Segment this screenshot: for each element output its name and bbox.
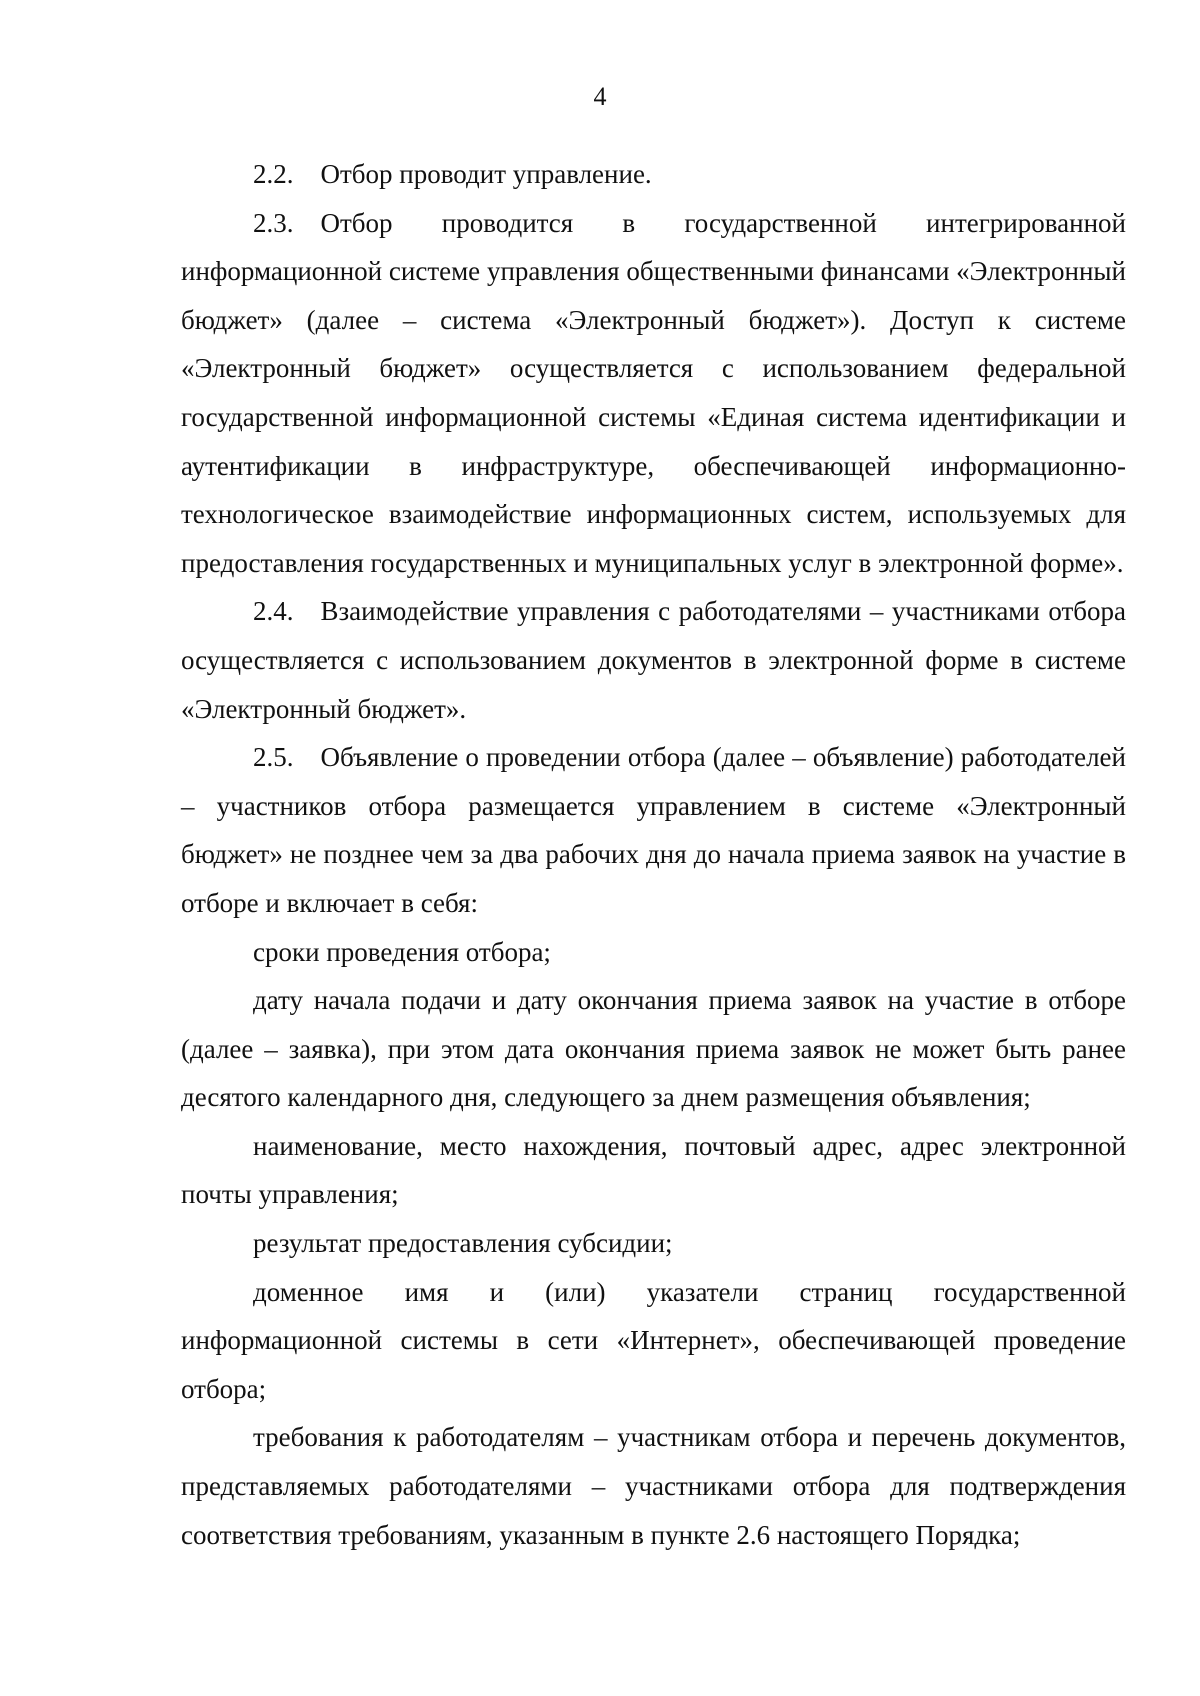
list-item-department-contacts: наименование, место нахождения, почтовый адрес, адрес электронной почты управления;	[181, 1130, 1126, 1210]
list-item-employer-requirements: требования к работодателям – участникам отбора и перечень документов, представляемых работодателями – участниками отбора для подтверждения соответствия требованиям, указанным в пункте 2.6 настоящего Порядка;	[181, 1422, 1126, 1550]
list-item-application-dates: дату начала подачи и дату окончания приема заявок на участие в отборе (далее – заявка), при этом дата окончания приема заявок не может быть ранее десятого календарного дня, следующего за днем размещения объявления;	[181, 985, 1126, 1113]
paragraph-2-3: 2.3. Отбор проводится в государственной интегрированной информационной системе управления общественными финансами «Электронный бюджет» (далее – система «Электронный бюджет»). Доступ к системе «Электронный бюджет» осуществляется с использованием федеральной государственной информационной системы «Единая система идентификации и аутентификации в инфраструктуре, обеспечивающей информационно-технологическое взаимодействие информационных систем, используемых для предоставления государственных и муниципальных услуг в электронной форме».	[181, 207, 1126, 578]
list-item-selection-terms: сроки проведения отбора;	[253, 936, 551, 967]
document-body	[181, 150, 1126, 1559]
page-number: 4	[593, 82, 607, 111]
paragraph-2-2: 2.2. Отбор проводит управление.	[253, 159, 652, 189]
paragraph-2-4: 2.4. Взаимодействие управления с работодателями – участниками отбора осуществляется с использованием документов в электронной форме в системе «Электронный бюджет».	[181, 596, 1126, 724]
list-item-subsidy-result: результат предоставления субсидии;	[253, 1228, 673, 1259]
list-item-domain-name: доменное имя и (или) указатели страниц государственной информационной системы в сети «Интернет», обеспечивающей проведение отбора;	[181, 1276, 1126, 1404]
paragraph-2-5: 2.5. Объявление о проведении отбора (далее – объявление) работодателей – участников отбора размещается управлением в системе «Электронный бюджет» не позднее чем за два рабочих дня до начала приема заявок на участие в отборе и включает в себя:	[181, 742, 1126, 918]
